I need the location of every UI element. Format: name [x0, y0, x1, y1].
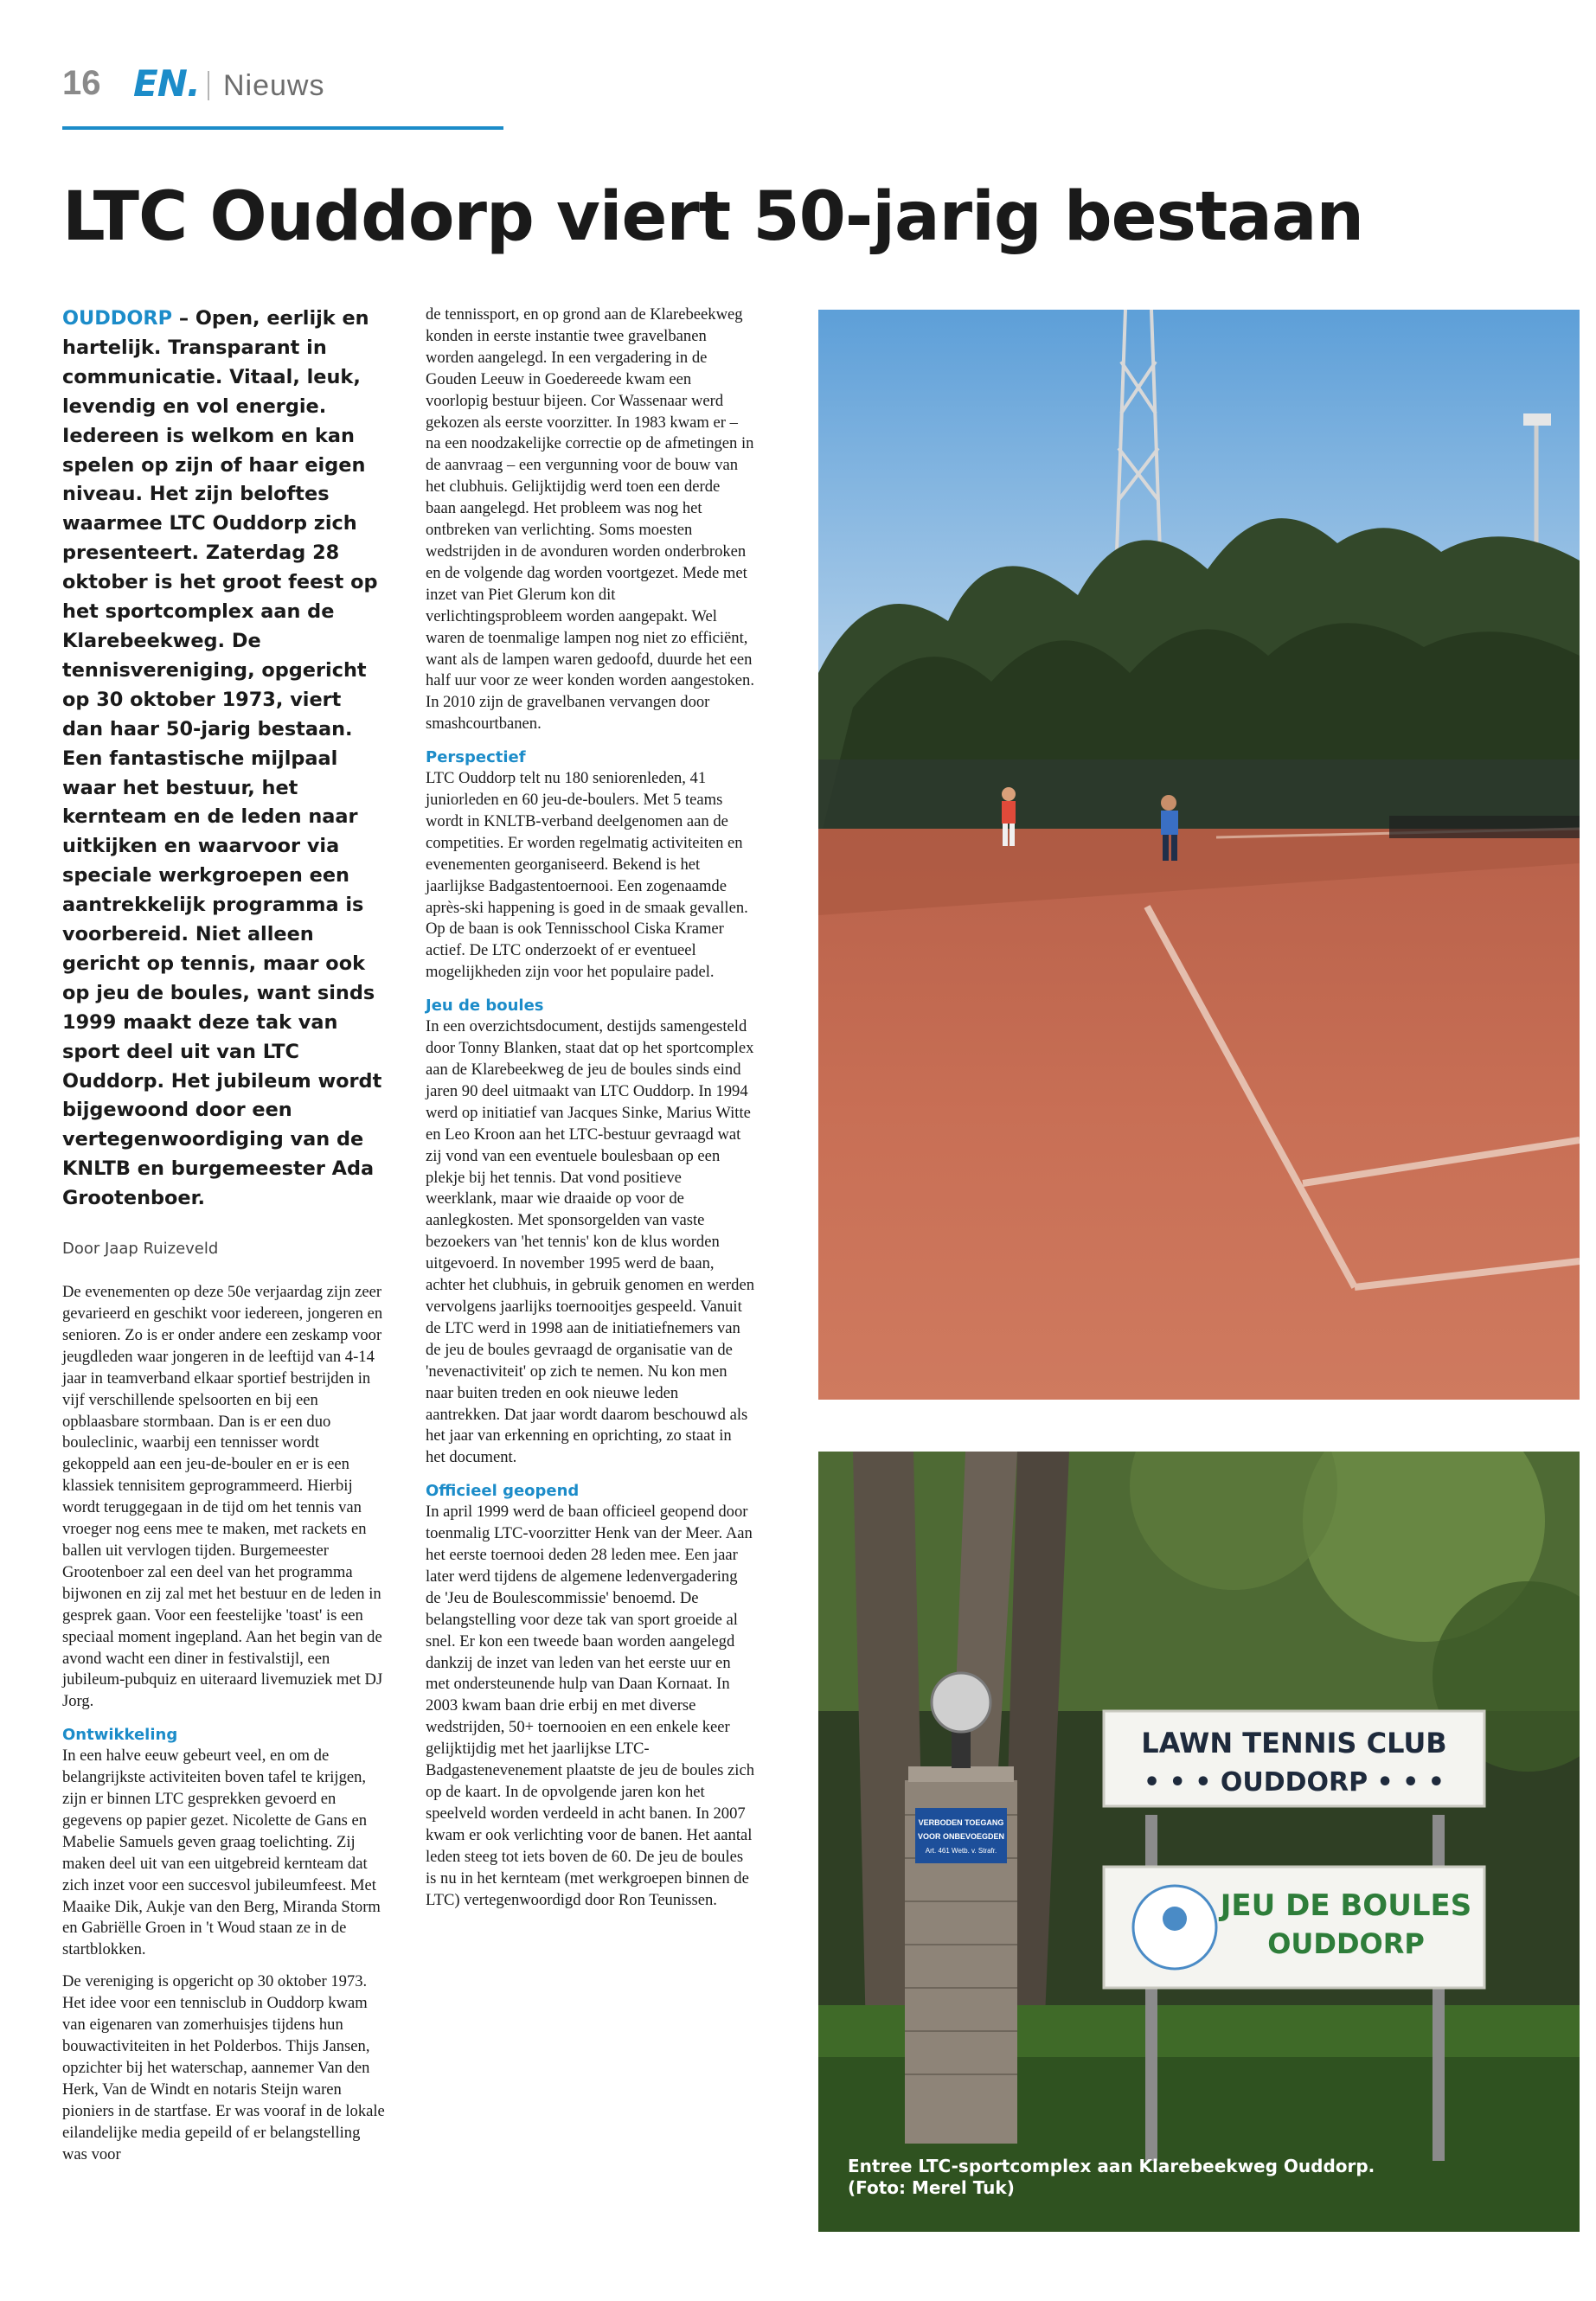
dateline: OUDDORP: [62, 307, 173, 330]
photo-caption: Entree LTC-sportcomplex aan Klarebeekweg Ouddorp. (Foto: Merel Tuk): [848, 2156, 1375, 2198]
sign-jeu-de-boules-ouddorp: OUDDORP: [1267, 1927, 1425, 1960]
subheading-officieel-geopend: Officieel geopend: [426, 1482, 580, 1501]
body-paragraph: In april 1999 werd de baan officieel geopend door toenmalig LTC-voorzitter Henk van der Meer. Aan het eerste toernooi deden 28 leden mee. Een jaar later werd tijdens de algemene ledenvergadering de 'Jeu de Boulescommissie' benoemd. De belangstelling voor deze tak van sport groeide al snel. Er kon een tweede baan worden aangelegd dankzij de inzet van leden van het eerste uur en met ondersteunende hulp van Daan Kornaat. In 2003 kwam baan drie erbij en met diverse wedstrijden, 50+ toernooien en een enkele keer gelijktijdig met het jaarlijkse LTC-Badgastenevenement plaatste de jeu de boules zich op de kaart. In de opvolgende jaren kon het speelveld worden verdeeld in acht banen. In 2007 kwam er ook verlichting voor de banen. Het aantal leden steeg tot iets boven de 60. De jeu de boules is nu in het kernteam (met werkgroepen binnen de LTC) vertegenwoordigd door Ron Teunissen.: [426, 1503, 754, 1909]
plaque-line-3: Art. 461 Wetb. v. Strafr.: [925, 1847, 997, 1855]
subheading-ontwikkeling: Ontwikkeling: [62, 1726, 178, 1745]
page-header: [62, 64, 503, 131]
tennis-court-illustration: [818, 310, 1580, 1400]
header-divider: [208, 71, 209, 100]
body-paragraph: De vereniging is opgericht op 30 oktober 1973. Het idee voor een tennisclub in Ouddorp kwam van eigenaren van zomerhuisjes tijdens hun bouwactiviteiten in het Polderbos. Thijs Jansen, opzichter bij het waterschap, aannemer Van den Herk, Van de Windt en notaris Steijn waren pioniers in de startfase. Er was vooraf in de lokale eilandelijke media gepeild of er belangstelling was voor: [62, 1972, 385, 2163]
page-number: 16: [62, 64, 101, 102]
entrance-signs-photo: [818, 1452, 1580, 2232]
sign-lawn-tennis-club: LAWN TENNIS CLUB: [1141, 1727, 1447, 1759]
article-headline: LTC Ouddorp viert 50-jarig bestaan: [62, 178, 1364, 256]
sign-ouddorp: • • • OUDDORP • • •: [1144, 1767, 1445, 1798]
subheading-jeu-de-boules: Jeu de boules: [426, 997, 544, 1016]
body-paragraph: LTC Ouddorp telt nu 180 seniorenleden, 41 juniorleden en 60 jeu-de-boulers. Met 5 teams wordt in KNLTB-verband deelgenomen aan de competities. Er worden regelmatig activiteiten en evenementen georganiseerd. Bekend is het jaarlijkse Badgastentoernooi. Een zogenaamde après-ski happening is goed in de smaak gevallen. Op de baan is ook Tennisschool Ciska Kramer actief. De LTC onderzoekt of er eventueel mogelijkheden zijn voor het populaire padel.: [426, 769, 748, 982]
article-lead: [62, 304, 388, 1214]
sign-jeu-de-boules: JEU DE BOULES: [1220, 1888, 1472, 1923]
article-column-2: [426, 304, 754, 1911]
header-rule: [62, 126, 503, 130]
article-column-1: [62, 304, 388, 2165]
plaque-line-2: VOOR ONBEVOEGDEN: [917, 1832, 1005, 1841]
entrance-signs-illustration: [818, 1452, 1580, 2232]
section-label: Nieuws: [223, 69, 325, 102]
body-paragraph: De evenementen op deze 50e verjaardag zijn zeer gevarieerd en geschikt voor iedereen, jongeren en senioren. Zo is er onder andere een zeskamp voor jeugdleden waar jongeren in de leeftijd van 4-14 jaar in teamverband elkaar sportief bestrijden in vijf verschillende spelsoorten en bij een opblaasbare stormbaan. Dan is er een duo bouleclinic, waarbij een tennisser wordt gekoppeld aan een jeu-de-bouler en er is een klassiek tennisitem geprogrammeerd. Hierbij wordt teruggegaan in de tijd om het tennis van vroeger nog eens mee te maken, met rackets en ballen uit vervlogen tijden. Burgemeester Grootenboer zal een deel van het programma bijwonen en zij zal met het bestuur en de leden in gesprek gaan. Voor een feestelijke 'toast' is een speciaal moment ingepland. Aan het begin van de avond wacht een diner in festivalstijl, een jubileum-pubquiz en uiteraard livemuziek met DJ Jorg.: [62, 1283, 383, 1711]
tennis-court-photo: [818, 310, 1580, 1400]
body-paragraph: In een overzichtsdocument, destijds samengesteld door Tonny Blanken, staat dat op het sportcomplex aan de Klarebeekweg de jeu de boules sinds eind jaren 90 deel uitmaakt van LTC Ouddorp. In 1994 werd op initiatief van Jacques Sinke, Marius Witte en Leo Kroon aan het LTC-bestuur gevraagd wat zij vond van een eventuele boulesbaan op een plekje bij het tennis. Dat vond positieve weerklank, maar wie draaide op voor de aanlegkosten. Met sponsorgelden van vaste bezoekers van 'het tennis' kon de klus worden uitgevoerd. In november 1995 werd de baan, achter het clubhuis, in gebruik genomen en werden vervolgens jaarlijks toernooitjes gespeeld. Vanuit de LTC werd in 1998 aan de initiatiefnemers van de jeu de boules gevraagd de organisatie van de 'nevenactiviteit' op zich te nemen. Nu kon men naar buiten treden en ook nieuwe leden aantrekken. Dat jaar wordt daarom beschouwd als het jaar van erkenning en oprichting, zo staat in het document.: [426, 1017, 755, 1467]
lead-text: – Open, eerlijk en hartelijk. Transparant in communicatie. Vitaal, leuk, levendig en vol energie. Iedereen is welkom en kan spelen op zijn of haar eigen niveau. Het zijn beloftes waarmee LTC Ouddorp zich presenteert. Zaterdag 28 oktober is het groot feest op het sportcomplex aan de Klarebeekweg. De tennisvereniging, opgericht op 30 oktober 1973, viert dan haar 50-jarig bestaan. Een fantastische mijlpaal waar het bestuur, het kernteam en de leden naar uitkijken en waarvoor via speciale werkgroepen een aantrekkelijk programma is voorbereid. Niet alleen gericht op tennis, maar ook op jeu de boules, want sinds 1999 maakt deze tak van sport deel uit van LTC Ouddorp. Het jubileum wordt bijgewoond door een vertegenwoordiging van de KNLTB en burgemeester Ada Grootenboer.: [62, 307, 382, 1210]
body-paragraph: de tennissport, en op grond aan de Klarebeekweg konden in eerste instantie twee gravelbanen worden aangelegd. In een vergadering in de Gouden Leeuw in Goedereede kwam een voorlopig bestuur bijeen. Cor Wassenaar werd gekozen als eerste voorzitter. In 1983 kwam er – na een noodzakelijke correctie op de afmetingen in de aanvraag – een vergunning voor de bouw van het clubhuis. Gelijktijdig werd toen een derde baan aangelegd. Het probleem was nog het ontbreken van verlichting. Soms moesten wedstrijden in de avonduren worden onderbroken en de volgende dag worden voortgezet. Mede met inzet van Piet Glerum kon dit verlichtingsprobleem worden aangepakt. Wel waren de toenmalige lampen nog niet zo efficiënt, want als de lampen waren gedoofd, duurde het een half uur voor ze weer konden worden aangestoken. In 2010 zijn de gravelbanen vervangen door smashcourtbanen.: [426, 305, 754, 734]
plaque-line-1: VERBODEN TOEGANG: [918, 1818, 1004, 1827]
subheading-perspectief: Perspectief: [426, 748, 526, 767]
newspaper-logo: EN.: [133, 62, 200, 105]
body-paragraph: In een halve eeuw gebeurt veel, en om de belangrijkste activiteiten boven tafel te krijgen, zijn er binnen LTC gesprekken gevoerd en gegevens op papier gezet. Nicolette de Gans en Mabelie Samuels geven graag toelichting. Zij maken deel uit van een uitgebreid kernteam dat zich inzet voor een succesvol jubileumfeest. Met Maaike Dik, Aukje van den Berg, Miranda Storm en Gabriëlle Groen in 't Woud staan ze in de startblokken.: [62, 1747, 381, 1959]
byline: Door Jaap Ruizeveld: [62, 1240, 219, 1259]
